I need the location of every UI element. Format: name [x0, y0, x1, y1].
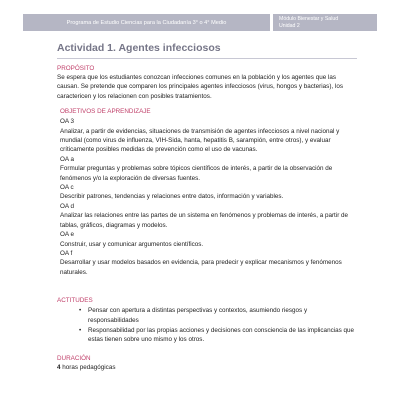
- oa-text: Desarrollar y usar modelos basados en evidencia, para predecir y explicar mecanismos y fenómenos naturales.: [60, 259, 342, 276]
- oa-code: OA 3: [60, 118, 75, 126]
- oa-code: OA a: [60, 155, 75, 163]
- oa-text: Construir, usar y comunicar argumentos científicos.: [60, 240, 204, 248]
- oa-text: Formular preguntas y problemas sobre tópicos científicos de interés, a partir de la observación de fenómenos y/o la exploración de diversas fuentes.: [60, 165, 333, 182]
- oa-code: OA f: [60, 249, 73, 257]
- page-header: [23, 14, 377, 31]
- duracion-text: [57, 363, 357, 372]
- header-module-info: [273, 14, 377, 31]
- actitudes-section: [57, 297, 357, 345]
- proposito-section: [57, 65, 357, 101]
- oa-text: Analizar, a partir de evidencias, situaciones de transmisión de agentes infecciosos a nivel nacional y mundial (como virus de influenza, VIH-Sida, hanta, hepatitis B, sarampión, entre otros), y evaluar críticamente posibles medidas de prevención como el uso de vacunas.: [60, 127, 340, 154]
- bullet-icon: •: [79, 307, 82, 315]
- duracion-unit: horas pedagógicas: [60, 363, 116, 371]
- actitud-text: Responsabilidad por las propias acciones y decisiones con consciencia de las implicancias que estas tienen sobre uno mismo y los otros.: [88, 326, 355, 344]
- actitudes-label: ACTITUDES: [57, 297, 93, 305]
- actitudes-list: [57, 306, 357, 345]
- oa-code: OA c: [60, 184, 74, 192]
- oa-code: OA d: [60, 202, 75, 210]
- activity-title: Actividad 1. Agentes infecciosos: [57, 42, 357, 59]
- document-content: [57, 42, 357, 372]
- objetivos-label: OBJETIVOS DE APRENDIZAJE: [60, 108, 151, 116]
- oa-text: Analizar las relaciones entre las partes de un sistema en fenómenos y problemas de interés, a partir de tablas, gráficos, diagramas y modelos.: [60, 212, 349, 229]
- oa-code: OA e: [60, 231, 75, 239]
- objetivos-section: [57, 108, 357, 277]
- list-item: [57, 306, 357, 325]
- duracion-hours: 4: [57, 363, 61, 371]
- header-program-title: Programa de Estudio Ciencias para la Ciudadanía 3° o 4° Medio: [23, 14, 270, 31]
- header-unit: Unidad 2: [279, 22, 300, 29]
- actitud-text: Pensar con apertura a distintas perspectivas y contextos, asumiendo riesgos y responsabilidades: [88, 307, 308, 324]
- header-module-name: Módulo Bienestar y Salud: [279, 16, 339, 23]
- oa-list: [60, 117, 357, 277]
- bullet-icon: •: [79, 326, 82, 334]
- list-item: [57, 326, 357, 345]
- proposito-text: Se espera que los estudiantes conozcan infecciones comunes en la población y los agentes que las causan. Se pretende que comparen los principales agentes infecciosos (virus, hongos y bacterias), los caractericen y los relacionen con posibles tratamientos.: [57, 74, 343, 100]
- proposito-label: PROPÓSITO: [57, 65, 95, 72]
- duracion-section: [57, 355, 357, 372]
- duracion-label: DURACIÓN: [57, 354, 91, 362]
- oa-text: Describir patrones, tendencias y relaciones entre datos, información y variables.: [60, 193, 284, 201]
